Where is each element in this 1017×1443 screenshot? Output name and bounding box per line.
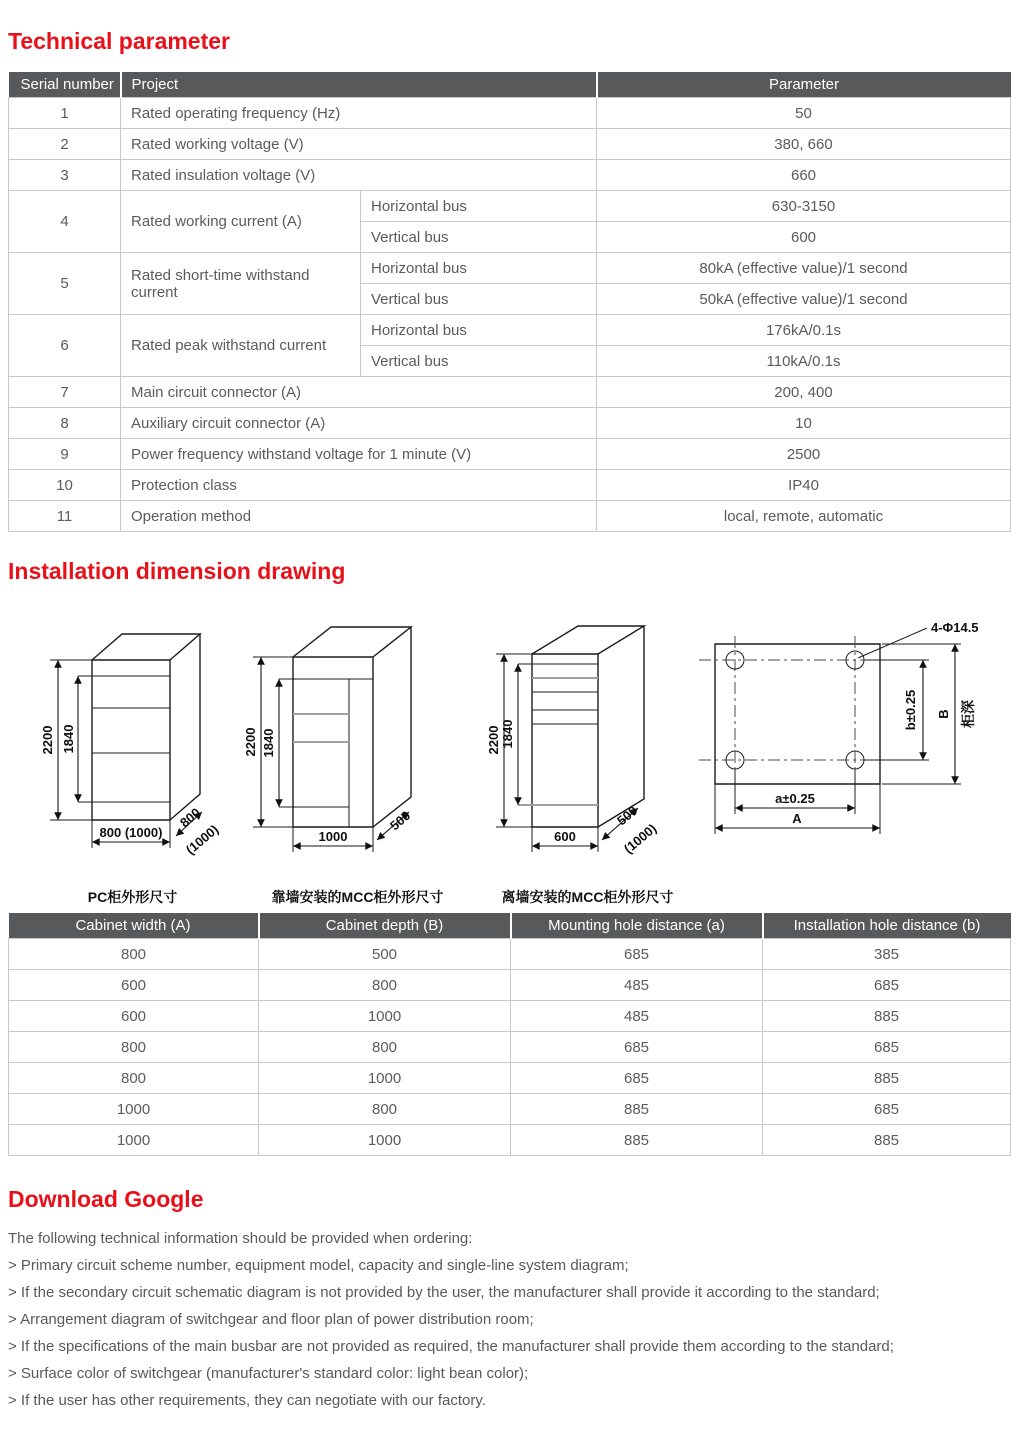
- cell: 885: [511, 1094, 763, 1125]
- cell-serial: 1: [9, 98, 121, 129]
- mcc-off-wall-cabinet-svg: [480, 602, 695, 874]
- table-row: [9, 1032, 1011, 1063]
- cell-project: Rated insulation voltage (V): [121, 160, 597, 191]
- dimension-label-height: 2200: [243, 727, 258, 757]
- ordering-information: [8, 1230, 1010, 1410]
- cell-bus-type: Horizontal bus: [361, 253, 597, 284]
- column-header-cabinet-width: Cabinet width (A): [9, 913, 259, 939]
- section-heading-installation: Installation dimension drawing: [8, 558, 346, 584]
- cell-project: Power frequency withstand voltage for 1 minute (V): [121, 439, 597, 470]
- cell-serial: 7: [9, 377, 121, 408]
- dimension-label-a: a±0.25: [775, 791, 815, 806]
- table-row: [9, 408, 1011, 439]
- ordering-item: > If the specifications of the main busbar are not provided as required, the manufacturer shall provide them according to the standard;: [8, 1338, 894, 1355]
- cell-serial: 3: [9, 160, 121, 191]
- cell-serial: 9: [9, 439, 121, 470]
- table-row: [9, 191, 1011, 222]
- cell-project: Protection class: [121, 470, 597, 501]
- dimension-label-depth: 500: [613, 802, 641, 829]
- column-header-installation-hole-distance: Installation hole distance (b): [763, 913, 1011, 939]
- cell: 1000: [259, 1125, 511, 1156]
- cell: 385: [763, 939, 1011, 970]
- table-row: [9, 377, 1011, 408]
- cell-parameter: 200, 400: [597, 377, 1011, 408]
- cell-parameter: 110kA/0.1s: [597, 346, 1011, 377]
- cell-bus-type: Vertical bus: [361, 222, 597, 253]
- mcc-off-wall-cabinet-drawing: [480, 602, 695, 907]
- drawing-caption: 靠墙安装的MCC柜外形尺寸: [271, 889, 444, 905]
- cell: 800: [259, 1032, 511, 1063]
- dimension-label-inner-height: 1840: [61, 724, 76, 754]
- cell: 885: [763, 1001, 1011, 1032]
- cell-bus-type: Vertical bus: [361, 346, 597, 377]
- section-heading-download: Download Google: [8, 1186, 204, 1212]
- cell: 485: [511, 1001, 763, 1032]
- cell-parameter: 600: [597, 222, 1011, 253]
- table-row: [9, 1063, 1011, 1094]
- cell: 800: [9, 1032, 259, 1063]
- dimension-label-depth-alt: (1000): [182, 821, 222, 858]
- table-row: [9, 939, 1011, 970]
- technical-parameter-table: [8, 72, 1011, 532]
- table-header-row: [9, 913, 1011, 939]
- table-row: [9, 98, 1011, 129]
- dimension-label-A: A: [792, 811, 802, 826]
- table-row: [9, 1001, 1011, 1032]
- dimension-label-B: B: [936, 709, 951, 719]
- table-row: [9, 439, 1011, 470]
- cell-project: Rated operating frequency (Hz): [121, 98, 597, 129]
- drawing-caption: PC柜外形尺寸: [87, 889, 178, 905]
- cell-parameter: local, remote, automatic: [597, 501, 1011, 532]
- table-row: [9, 470, 1011, 501]
- cell-project: Operation method: [121, 501, 597, 532]
- dimension-label-depth: 500: [386, 807, 414, 834]
- cell: 600: [9, 1001, 259, 1032]
- cell-bus-type: Vertical bus: [361, 284, 597, 315]
- drawing-caption: 离墙安装的MCC柜外形尺寸: [501, 889, 674, 905]
- cell-serial: 4: [9, 191, 121, 253]
- cell: 1000: [9, 1125, 259, 1156]
- cell-project: Main circuit connector (A): [121, 377, 597, 408]
- ordering-intro: The following technical information should be provided when ordering:: [8, 1230, 473, 1247]
- ordering-item: > Primary circuit scheme number, equipment model, capacity and single-line system diagram;: [8, 1257, 629, 1274]
- cell: 685: [511, 1063, 763, 1094]
- mcc-wall-cabinet-drawing: [235, 602, 480, 907]
- column-header-cabinet-depth: Cabinet depth (B): [259, 913, 511, 939]
- cell-bus-type: Horizontal bus: [361, 315, 597, 346]
- cell: 1000: [259, 1063, 511, 1094]
- ordering-item: > If the user has other requirements, they can negotiate with our factory.: [8, 1392, 486, 1409]
- cell-serial: 6: [9, 315, 121, 377]
- cell-project: Rated working voltage (V): [121, 129, 597, 160]
- column-header-serial: Serial number: [9, 72, 121, 98]
- cell-parameter: 2500: [597, 439, 1011, 470]
- cell: 685: [763, 1032, 1011, 1063]
- dimension-label-inner-height: 1840: [500, 719, 515, 749]
- table-row: [9, 253, 1011, 284]
- table-row: [9, 129, 1011, 160]
- cell: 685: [511, 939, 763, 970]
- cabinet-dimension-table: [8, 913, 1011, 1156]
- cell-parameter: 380, 660: [597, 129, 1011, 160]
- cell-bus-type: Horizontal bus: [361, 191, 597, 222]
- cell: 885: [763, 1125, 1011, 1156]
- table-row: [9, 1094, 1011, 1125]
- cell-parameter: 50: [597, 98, 1011, 129]
- cell: 800: [9, 1063, 259, 1094]
- cell-parameter: 176kA/0.1s: [597, 315, 1011, 346]
- cell-project: Rated working current (A): [121, 191, 361, 253]
- cell: 800: [259, 1094, 511, 1125]
- cell-parameter: 80kA (effective value)/1 second: [597, 253, 1011, 284]
- table-row: [9, 501, 1011, 532]
- cell: 685: [763, 1094, 1011, 1125]
- cell-project: Rated peak withstand current: [121, 315, 361, 377]
- table-header-row: [9, 72, 1011, 98]
- cell: 885: [763, 1063, 1011, 1094]
- cell-serial: 10: [9, 470, 121, 501]
- cell-project: Rated short-time withstand current: [121, 253, 361, 315]
- cell: 800: [9, 939, 259, 970]
- cell: 1000: [9, 1094, 259, 1125]
- cell: 1000: [259, 1001, 511, 1032]
- cell-parameter: 50kA (effective value)/1 second: [597, 284, 1011, 315]
- column-header-mounting-hole-distance: Mounting hole distance (a): [511, 913, 763, 939]
- column-header-parameter: Parameter: [597, 72, 1011, 98]
- dimension-label-depth-alt: (1000): [620, 820, 660, 857]
- column-header-project: Project: [121, 72, 597, 98]
- cell-parameter: IP40: [597, 470, 1011, 501]
- cell: 885: [511, 1125, 763, 1156]
- table-row: [9, 1125, 1011, 1156]
- cell-serial: 5: [9, 253, 121, 315]
- cell-parameter: 630-3150: [597, 191, 1011, 222]
- installation-drawings: [8, 602, 1010, 907]
- ordering-item: > Surface color of switchgear (manufacturer's standard color: light bean color);: [8, 1365, 529, 1382]
- table-row: [9, 315, 1011, 346]
- cabinet-depth-label: 柜深: [960, 700, 976, 728]
- ordering-item: > Arrangement diagram of switchgear and floor plan of power distribution room;: [8, 1311, 534, 1328]
- mounting-plate-drawing: [695, 602, 1015, 847]
- section-heading-technical: Technical parameter: [8, 28, 231, 54]
- cell-parameter: 660: [597, 160, 1011, 191]
- mcc-wall-cabinet-svg: [235, 602, 480, 874]
- dimension-label-b: b±0.25: [903, 689, 918, 731]
- table-row: [9, 160, 1011, 191]
- dimension-label-width: 1000: [318, 829, 348, 844]
- dimension-label-depth: 800: [176, 804, 204, 831]
- cell-serial: 8: [9, 408, 121, 439]
- pc-cabinet-drawing: [30, 602, 235, 907]
- dimension-label-height: 2200: [486, 725, 501, 755]
- cell-project: Auxiliary circuit connector (A): [121, 408, 597, 439]
- cell-parameter: 10: [597, 408, 1011, 439]
- hole-spec-label: 4-Φ14.5: [931, 620, 979, 635]
- mounting-plate-svg: [695, 602, 1015, 842]
- dimension-label-inner-height: 1840: [261, 728, 276, 758]
- pc-cabinet-svg: [30, 602, 235, 874]
- cell: 600: [9, 970, 259, 1001]
- cell: 485: [511, 970, 763, 1001]
- cell: 800: [259, 970, 511, 1001]
- table-row: [9, 970, 1011, 1001]
- cell: 685: [763, 970, 1011, 1001]
- dimension-label-width: 800 (1000): [99, 825, 163, 840]
- cell: 500: [259, 939, 511, 970]
- ordering-item: > If the secondary circuit schematic diagram is not provided by the user, the manufacturer shall provide it according to the standard;: [8, 1284, 880, 1301]
- cell: 685: [511, 1032, 763, 1063]
- dimension-label-width: 600: [554, 829, 576, 844]
- cell-serial: 11: [9, 501, 121, 532]
- dimension-label-height: 2200: [40, 725, 55, 755]
- cell-serial: 2: [9, 129, 121, 160]
